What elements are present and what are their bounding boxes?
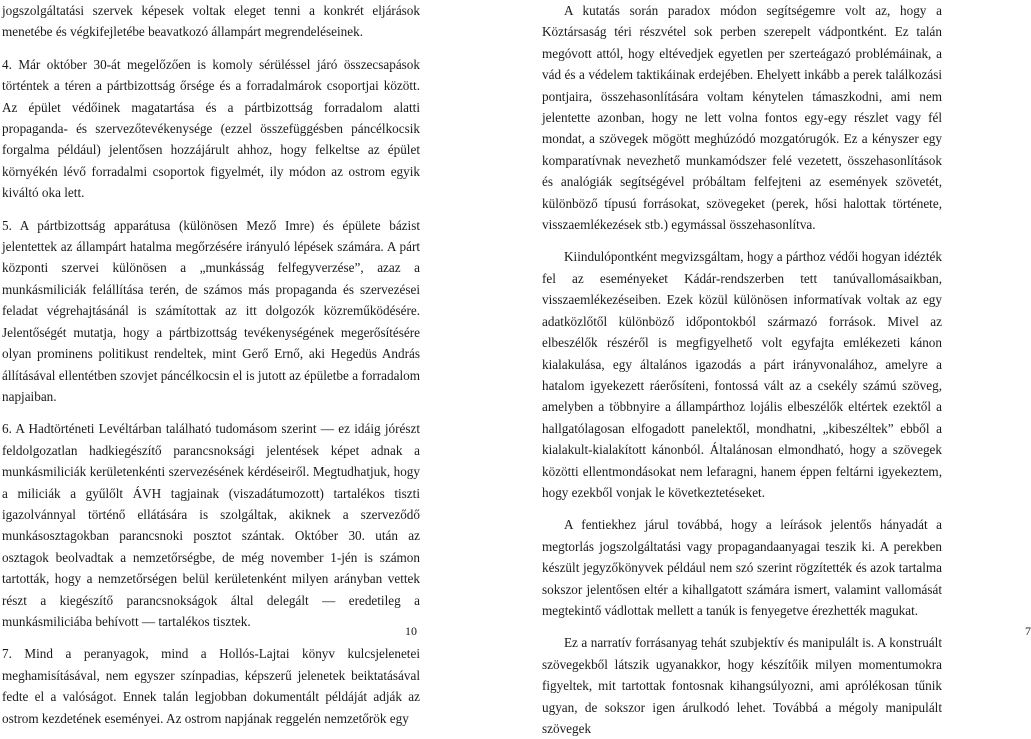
paragraph: jogszolgáltatási szervek képesek voltak eleget tenni a konkrét eljárások menetébe és végkifejletébe beavatkozó állampárt megrendeléseinek. [2,3,420,40]
paragraph: 5. A pártbizottság apparátusa (különösen Mező Imre) és épülete bázist jelentettek az állampárt hatalma megőrzésére irányuló lépések számára. A párt központi szervei különösen a „munkásság felfegyverzése”, azaz a munkásmiliciák felállítása terén, de számos más propaganda és szervezései feladat végrehajtásánál is számítottak az itt dolgozók közreműködésére. Jelentőségét mutatja, hogy a pártbizottság tevékenységének megerősítésére olyan prominens politikust rendeltek, mint Gerő Ernő, aki Hegedüs András állításával ellentétben szovjet páncélkocsin el is jutott az épületbe a forradalom napjaiban. [2,217,420,404]
left-page [0,0,484,726]
paragraph: A kutatás során paradox módon segítségemre volt az, hogy a Köztársaság téri részvétel sok perben szerepelt vádpontként. Ez talán megóvott attól, hogy eltévedjek egyetlen per szerteágazó problémáinak, a vád és a védelem taktikáinak erdejében. Ehelyett inkább a perek találkozási pontjaira, összehasonlítására voltam kénytelen támaszkodni, ami nem jelentette azonban, hogy ne lett volna fontos egy-egy részlet vagy fél mondat, a szövegek mögött meghúzódó mozgatórugók. Ez a kényszer egy komparatívnak nevezhető munkamódszer felé vezetett, összehasonlítások és analógiák segítségével próbáltam felfejteni az események szövetét, különböző típusú forrásokat, szövegeket (perek, hősi halottak története, visszaemlékezések stb.) egymással összehasonlítva. [542,3,942,233]
paragraph: 4. Már október 30-át megelőzően is komoly sérüléssel járó összecsapások történtek a téren a pártbizottság őrsége és a forradalmárok csoportjai között. Az épület védőinek magatartása és a pártbizottság forradalom alatti propaganda- és szervezőtevékenysége (ezzel összefüggésben páncélkocsik forgalma például) jelentősen hozzájárult ahhoz, hogy felkeltse az épület környékén lévő forradalmi csoportok figyelmét, ily módon az ostrom egyik kiváltó oka lett. [2,56,420,201]
paragraph: A fentiekhez járul továbbá, hogy a leírások jelentős hányadát a megtorlás jogszolgáltatási vagy propagandaanyagai teszik ki. A perekben készült jegyzőkönyvek például nem szó szerint rögzítették és azok tartalma sokszor jelentősen eltér a kihallgatott számára ismert, valamint vallomását megtekintő vádlottak mellett a tanúk is fenyegetve érezhették magukat. [542,517,942,618]
paragraph: 7. Mind a peranyagok, mind a Hollós-Lajtai könyv kulcsjelenetei meghamisításával, nem egyszer színpadias, képszerű jelenetek beiktatásával fedte el a valóságot. Ennek talán legjobban dokumentált példáját adják az ostrom kezdetének eseményei. Az ostrom napjának reggelén nemzetőrök egy [2,646,420,726]
paragraph: Ez a narratív forrásanyag tehát szubjektív és manipulált is. A konstruált szövegekből látszik ugyanakkor, hogy készítőik milyen momentumokra figyeltek, mit tartottak fontosnak kihangsúlyozni, ami aprólékosan tűnik ugyan, de sokszor igen árulkodó lehet. Továbbá a mégoly manipulált szövegek [542,635,942,736]
right-page [484,0,1031,736]
paragraph: Kiindulópontként megvizsgáltam, hogy a párthoz védői hogyan idézték fel az eseményeket Kádár-rendszerben tett tanúvallomásaikban, visszaemlékezéseiben. Ezek közül különösen informatívak voltak az egy adatközlőtől különböző időpontokból származó források. Mivel az elbeszélők részéről is megfigyelhető volt egyfajta emlékezeti kánon kialakulása, egy általános igazodás a párt irányvonalához, amelyre a hatalom igyekezett ráerősíteni, fontossá vált az a csekély számú szöveg, amelyben a többnyire a állampárthoz lojális elbeszélők eltértek ezektől a hallgatólagosan elfogadott panelektől, mondhatni, „kibeszéltek” ebből a kialakult-kialakított kánonból. Általánosan elmondható, hogy a szövegek közötti ellentmondásokat nem lefaragni, hanem éppen feltárni igyekeztem, hogy ezekből vonjak le következtetéseket. [542,249,942,500]
page-number: 7 [1025,624,1031,638]
left-page-text [2,0,420,729]
paragraph: 6. A Hadtörténeti Levéltárban található tudomásom szerint — ez idáig jórészt feldolgozatlan hadkiegészítő parancsnoksági jelentések képet adnak a munkásmiliciák kerületenkénti szervezésének kérdéseiről. Megtudhatjuk, hogy a miliciák a gyűlőlt ÁVH tagjainak (viszadátumozott) tartalékos tiszti igazolvánnyal történő ellátására is szolgáltak, akiknek a szerveződő munkásosztagokban parancsnoki posztot szántak. Október 30. után az osztagok beolvadtak a nemzetőrségbe, de még november 1-jén is számon tartották, hogy a nemzetőrségen belül kerületenként milyen arányban vettek részt a kiegészítő parancsnokságok által delegált — eredetileg a munkásmiliciába behívott — tartalékos tisztek. [2,421,420,629]
right-page-text [542,0,942,739]
page-number: 10 [405,624,417,638]
